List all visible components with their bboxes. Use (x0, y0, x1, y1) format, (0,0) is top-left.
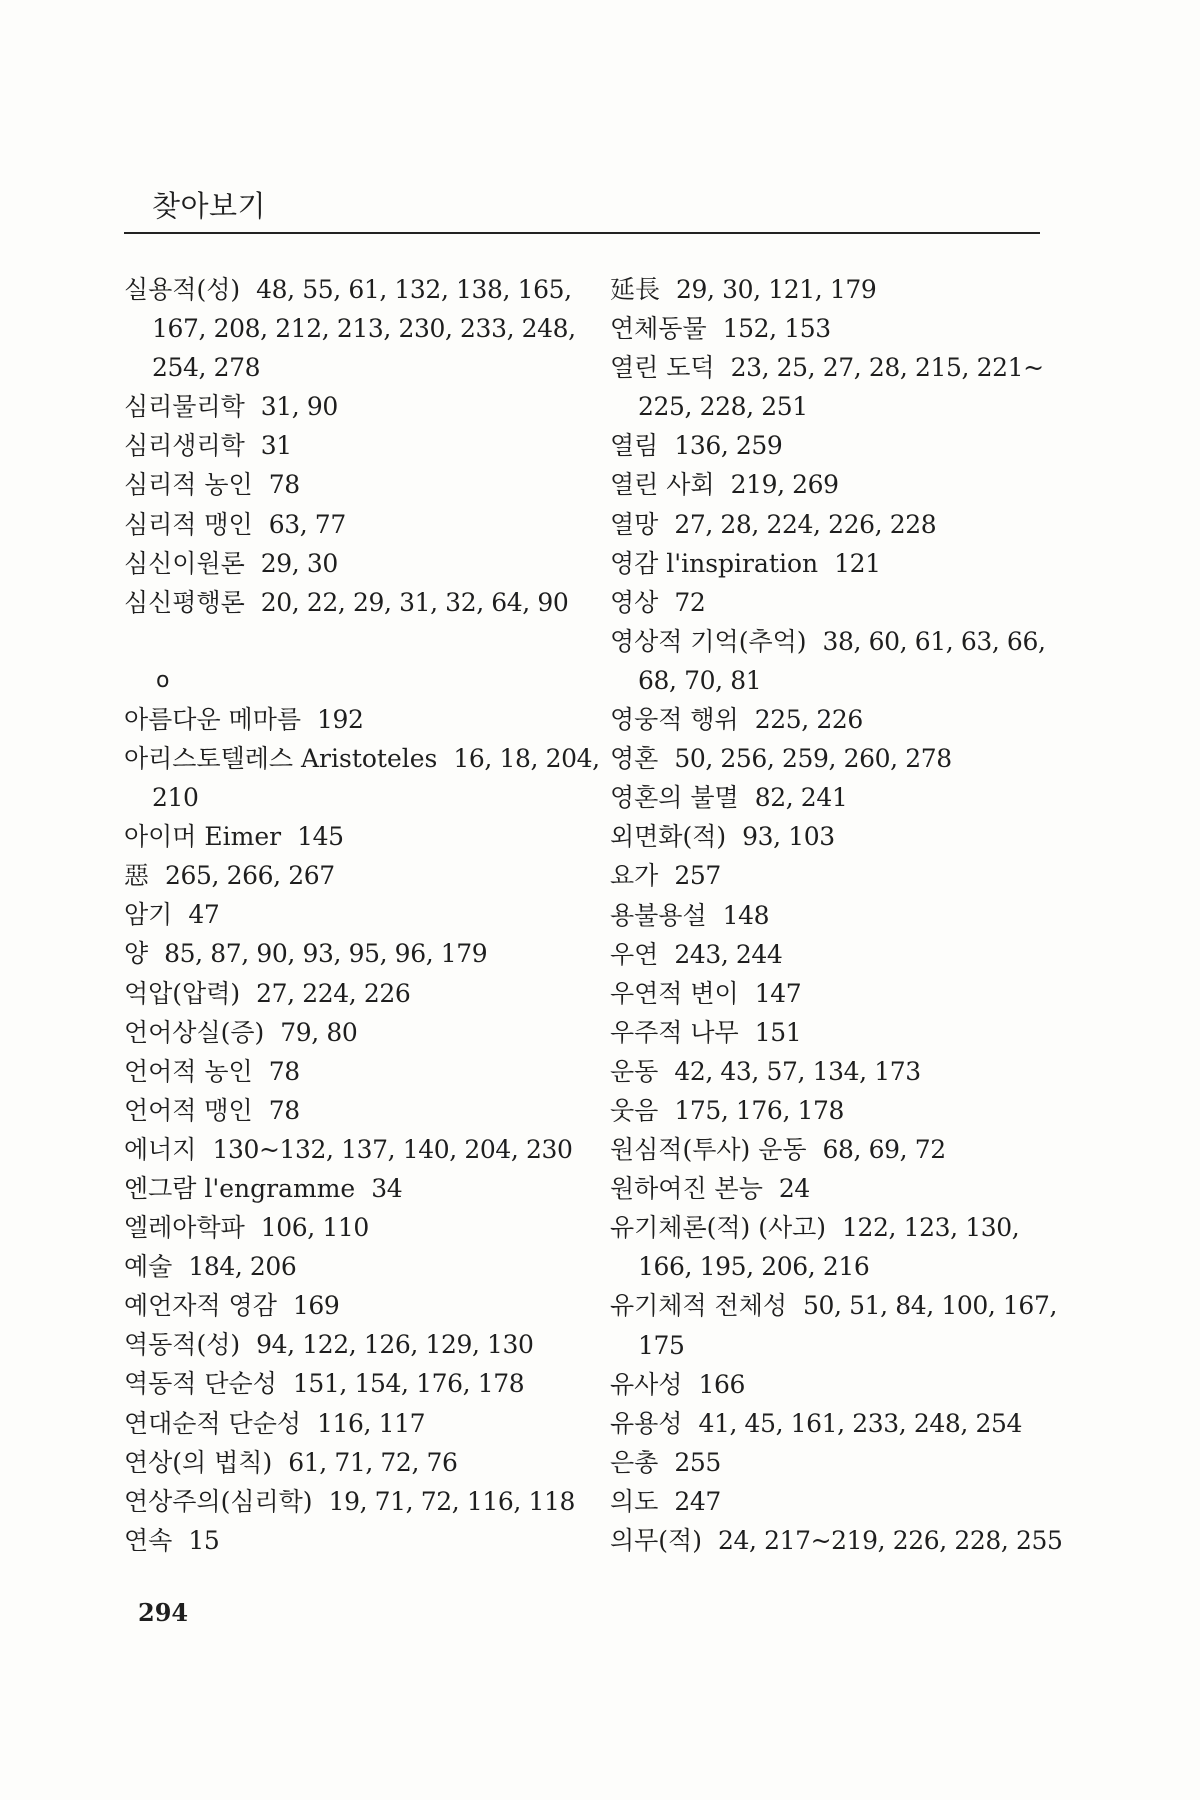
index-pages-continuation: 68, 70, 81 (638, 665, 762, 695)
index-pages: 243, 244 (674, 939, 783, 969)
index-pages: 255 (674, 1447, 721, 1477)
index-term: 억압(압력) (124, 978, 241, 1008)
index-pages: 148 (722, 900, 770, 930)
index-pages: 94, 122, 126, 129, 130 (256, 1330, 534, 1360)
index-entry (610, 1443, 1060, 1482)
entry-line (124, 544, 594, 583)
index-entry (124, 1247, 594, 1286)
index-pages: 19, 71, 72, 116, 118 (328, 1486, 576, 1516)
index-pages: 85, 87, 90, 93, 95, 96, 179 (164, 939, 488, 969)
index-pages: 31, 90 (260, 392, 338, 422)
index-term: 열망 (610, 509, 659, 539)
index-pages-continuation: 254, 278 (152, 353, 261, 383)
index-term: 연속 (124, 1525, 173, 1555)
index-entry (124, 934, 594, 973)
index-term: 원하여진 본능 (610, 1174, 763, 1204)
index-term: 아리스토텔레스 Aristoteles (124, 743, 438, 773)
index-term: 엘레아학파 (124, 1213, 245, 1243)
entry-line (610, 817, 1060, 856)
index-term: 심리적 맹인 (124, 509, 253, 539)
index-pages: 29, 30, 121, 179 (676, 275, 877, 304)
entry-group-right (610, 270, 1063, 1560)
index-entry (610, 974, 1060, 1013)
index-pages: 136, 259 (674, 431, 783, 461)
index-entry (610, 426, 1060, 465)
index-entry (610, 778, 1060, 817)
index-pages-continuation: 210 (152, 783, 199, 813)
entry-line (124, 700, 594, 739)
index-term: 연상(의 법칙) (124, 1447, 273, 1477)
index-pages: 27, 28, 224, 226, 228 (674, 509, 937, 539)
index-entry (124, 1130, 594, 1169)
entry-line (124, 426, 594, 465)
index-term: 외면화(적) (610, 822, 727, 852)
index-entry (610, 1286, 1060, 1364)
index-entry (610, 1521, 1063, 1560)
index-term: 예언자적 영감 (124, 1291, 277, 1321)
entry-line (610, 505, 1060, 544)
index-column-right (610, 270, 1063, 1560)
entry-line (610, 544, 1060, 583)
entry-group-bottom (124, 700, 600, 1560)
index-pages: 20, 22, 29, 31, 32, 64, 90 (260, 587, 569, 617)
index-term: 영혼의 불멸 (610, 783, 739, 813)
index-term: 의무(적) (610, 1526, 702, 1555)
index-entry (124, 1169, 594, 1208)
entry-line (610, 1443, 1060, 1482)
entry-line (610, 348, 1060, 387)
index-pages: 15 (188, 1525, 220, 1555)
entry-line (610, 1482, 1060, 1521)
index-pages: 63, 77 (268, 509, 346, 539)
index-pages: 78 (268, 470, 300, 500)
index-pages: 23, 25, 27, 28, 215, 221~ (730, 353, 1044, 383)
entry-line (124, 1208, 594, 1247)
index-term: 엔그람 l'engramme (124, 1173, 356, 1203)
entry-line (610, 1208, 1060, 1247)
index-term: 언어적 농인 (124, 1056, 253, 1086)
index-term: 언어상실(증) (124, 1017, 265, 1047)
index-term: 아름다운 메마름 (124, 704, 301, 734)
index-pages: 50, 51, 84, 100, 167, (803, 1291, 1057, 1321)
entry-line (124, 270, 594, 309)
entry-line (610, 739, 1060, 778)
index-column-left (124, 270, 600, 1560)
index-pages: 42, 43, 57, 134, 173 (674, 1056, 921, 1086)
entry-line (610, 1404, 1060, 1443)
index-term: 영상 (610, 587, 659, 617)
index-pages: 166 (698, 1369, 745, 1399)
index-term: 심리생리학 (124, 431, 245, 461)
index-pages: 219, 269 (730, 470, 839, 500)
entry-line (610, 935, 1060, 974)
entry-line (610, 896, 1060, 935)
index-entry (610, 856, 1060, 895)
index-entry (610, 465, 1060, 504)
index-pages: 82, 241 (754, 783, 848, 813)
index-pages-continuation: 167, 208, 212, 213, 230, 233, 248, (152, 314, 576, 344)
index-term: 심리물리학 (124, 392, 245, 422)
index-pages: 72 (674, 587, 706, 617)
index-pages: 93, 103 (742, 822, 835, 852)
page-header (124, 186, 1040, 234)
index-entry (610, 309, 1060, 348)
index-term: 영웅적 행위 (610, 705, 739, 735)
header-rule (124, 232, 1040, 234)
index-entry (124, 700, 594, 739)
index-pages: 184, 206 (188, 1252, 297, 1282)
index-pages: 121 (834, 548, 881, 578)
index-entry (610, 1052, 1060, 1091)
index-pages: 79, 80 (280, 1017, 358, 1047)
entry-line (610, 1091, 1060, 1130)
entry-line (610, 270, 1060, 309)
entry-line (124, 387, 594, 426)
index-term: 유용성 (610, 1408, 683, 1438)
index-entry (124, 387, 594, 426)
entry-line (610, 856, 1060, 895)
entry-line (610, 1130, 1060, 1169)
index-pages: 225, 226 (754, 705, 863, 735)
header-title: 찾아보기 (152, 189, 267, 223)
index-term: 惡 (124, 861, 150, 891)
index-pages: 78 (268, 1095, 300, 1125)
index-term: 웃음 (610, 1095, 659, 1125)
index-entry (124, 1443, 594, 1482)
entry-line (124, 739, 600, 778)
index-entry (610, 700, 1060, 739)
index-pages: 27, 224, 226 (256, 978, 411, 1008)
index-term: 원심적(투사) 운동 (610, 1135, 807, 1165)
entry-line (124, 1130, 594, 1169)
index-entry (610, 583, 1060, 622)
index-pages: 122, 123, 130, (842, 1213, 1020, 1243)
index-pages: 78 (268, 1056, 300, 1086)
index-term: 유기체론(적) (사고) (610, 1213, 827, 1243)
index-term: 심신평행론 (124, 587, 245, 617)
entry-line (610, 622, 1060, 661)
index-entry (610, 544, 1060, 583)
index-entry (124, 505, 594, 544)
index-pages: 24, 217~219, 226, 228, 255 (717, 1526, 1063, 1555)
index-entry (124, 583, 594, 622)
index-entry (610, 1013, 1060, 1052)
index-entry (124, 1364, 594, 1403)
index-entry (610, 1208, 1060, 1286)
index-term: 언어적 맹인 (124, 1095, 253, 1125)
index-pages-continuation: 175 (638, 1330, 685, 1360)
index-term: 열림 (610, 431, 659, 461)
index-pages: 145 (297, 822, 344, 852)
index-term: 열린 사회 (610, 470, 715, 500)
index-pages: 151 (754, 1017, 802, 1047)
entry-line (124, 1443, 594, 1482)
index-entry (610, 1169, 1060, 1208)
index-term: 우연적 변이 (610, 978, 739, 1008)
index-entry (124, 1325, 594, 1364)
index-term: 은총 (610, 1447, 659, 1477)
index-entry (124, 817, 594, 856)
index-pages-continuation: 225, 228, 251 (638, 392, 808, 422)
entry-line (124, 974, 594, 1013)
index-entry (124, 974, 594, 1013)
index-pages: 29, 30 (260, 548, 338, 578)
index-term: 열린 도덕 (610, 353, 715, 383)
entry-line (124, 856, 594, 895)
index-term: 심리적 농인 (124, 470, 253, 500)
index-entry (610, 739, 1060, 778)
index-pages: 16, 18, 204, (453, 743, 600, 773)
index-pages: 34 (371, 1173, 403, 1203)
index-entry (610, 622, 1060, 700)
index-term: 심신이원론 (124, 548, 245, 578)
index-pages: 38, 60, 61, 63, 66, (822, 626, 1046, 656)
index-term: 영혼 (610, 744, 659, 774)
index-pages: 151, 154, 176, 178 (292, 1369, 525, 1399)
index-pages: 130~132, 137, 140, 204, 230 (212, 1134, 573, 1164)
index-entry (124, 465, 594, 504)
index-entry (124, 426, 594, 465)
index-term: 유기체적 전체성 (610, 1291, 787, 1321)
entry-line (124, 1052, 594, 1091)
entry-line (610, 1052, 1060, 1091)
index-entry (610, 896, 1060, 935)
entry-line (610, 465, 1060, 504)
entry-line (124, 1364, 594, 1403)
index-pages: 106, 110 (260, 1213, 369, 1243)
index-entry (124, 1482, 594, 1521)
index-entry (610, 1404, 1060, 1443)
index-term: 延長 (610, 275, 661, 304)
index-pages: 61, 71, 72, 76 (288, 1447, 458, 1477)
index-entry (124, 1052, 594, 1091)
entry-line (610, 1169, 1060, 1208)
entry-line (610, 1365, 1060, 1404)
index-term: 영상적 기억(추억) (610, 626, 807, 656)
index-entry (124, 1286, 594, 1325)
index-term: 유사성 (610, 1369, 683, 1399)
index-entry (124, 895, 594, 934)
entry-line (610, 1521, 1063, 1560)
index-entry (610, 270, 1060, 309)
index-term: 연대순적 단순성 (124, 1408, 301, 1438)
index-term: 양 (124, 939, 149, 969)
entry-line (124, 1286, 594, 1325)
index-entry (124, 1208, 594, 1247)
entry-line (610, 426, 1060, 465)
entry-line (124, 1169, 594, 1208)
entry-group-top (124, 270, 594, 622)
index-entry (610, 1091, 1060, 1130)
index-entry (124, 1013, 594, 1052)
index-entry (610, 1365, 1060, 1404)
index-pages-continuation: 166, 195, 206, 216 (638, 1252, 870, 1282)
index-term: 역동적 단순성 (124, 1369, 277, 1399)
index-pages: 175, 176, 178 (674, 1095, 845, 1125)
section-letter: o (156, 667, 170, 693)
index-entry (124, 739, 600, 817)
index-entry (610, 505, 1060, 544)
index-term: 운동 (610, 1056, 659, 1086)
index-term: 에너지 (124, 1134, 197, 1164)
entry-line (610, 700, 1060, 739)
index-entry (610, 935, 1060, 974)
index-pages: 247 (674, 1486, 721, 1516)
index-term: 암기 (124, 900, 173, 930)
index-pages: 257 (674, 861, 721, 891)
index-entry (610, 348, 1060, 426)
entry-line (124, 505, 594, 544)
entry-line (610, 1013, 1060, 1052)
entry-line (124, 1247, 594, 1286)
entry-line (124, 465, 594, 504)
entry-line (124, 1325, 594, 1364)
index-term: 용불용설 (610, 900, 707, 930)
entry-line (124, 1521, 594, 1560)
index-entry (124, 270, 594, 387)
index-entry (124, 1521, 594, 1560)
entry-line (124, 583, 594, 622)
index-entry (124, 856, 594, 895)
index-pages: 41, 45, 161, 233, 248, 254 (698, 1408, 1023, 1438)
index-term: 연체동물 (610, 314, 707, 344)
index-term: 예술 (124, 1252, 173, 1282)
index-term: 영감 l'inspiration (610, 548, 819, 578)
entry-line (610, 309, 1060, 348)
entry-line (124, 895, 594, 934)
index-pages: 152, 153 (722, 314, 831, 344)
entry-line (124, 934, 594, 973)
index-term: 우주적 나무 (610, 1017, 739, 1047)
index-term: 요가 (610, 861, 659, 891)
index-entry (124, 544, 594, 583)
entry-line (610, 583, 1060, 622)
index-term: 아이머 Eimer (124, 822, 282, 852)
index-pages: 265, 266, 267 (165, 861, 335, 891)
index-term: 실용적(성) (124, 275, 241, 304)
index-pages: 50, 256, 259, 260, 278 (674, 744, 952, 774)
index-pages: 169 (292, 1291, 340, 1321)
entry-line (124, 1091, 594, 1130)
index-pages: 47 (188, 900, 220, 930)
index-entry (124, 1091, 594, 1130)
index-term: 의도 (610, 1486, 659, 1516)
index-entry (124, 1404, 594, 1443)
index-pages: 68, 69, 72 (822, 1135, 946, 1165)
entry-line (610, 974, 1060, 1013)
index-entry (610, 1482, 1060, 1521)
index-entry (610, 817, 1060, 856)
index-pages: 192 (317, 704, 364, 734)
entry-line (124, 817, 594, 856)
page-number: 294 (138, 1598, 189, 1627)
index-pages: 31 (260, 431, 292, 461)
index-pages: 48, 55, 61, 132, 138, 165, (256, 275, 572, 304)
index-pages: 24 (778, 1174, 810, 1204)
index-pages: 116, 117 (317, 1408, 426, 1438)
index-pages: 147 (754, 978, 802, 1008)
entry-line (610, 778, 1060, 817)
entry-line (124, 1482, 594, 1521)
index-term: 역동적(성) (124, 1330, 241, 1360)
index-term: 연상주의(심리학) (124, 1486, 313, 1516)
index-entry (610, 1130, 1060, 1169)
entry-line (124, 1404, 594, 1443)
index-term: 우연 (610, 939, 659, 969)
entry-line (124, 1013, 594, 1052)
entry-line (610, 1286, 1060, 1325)
